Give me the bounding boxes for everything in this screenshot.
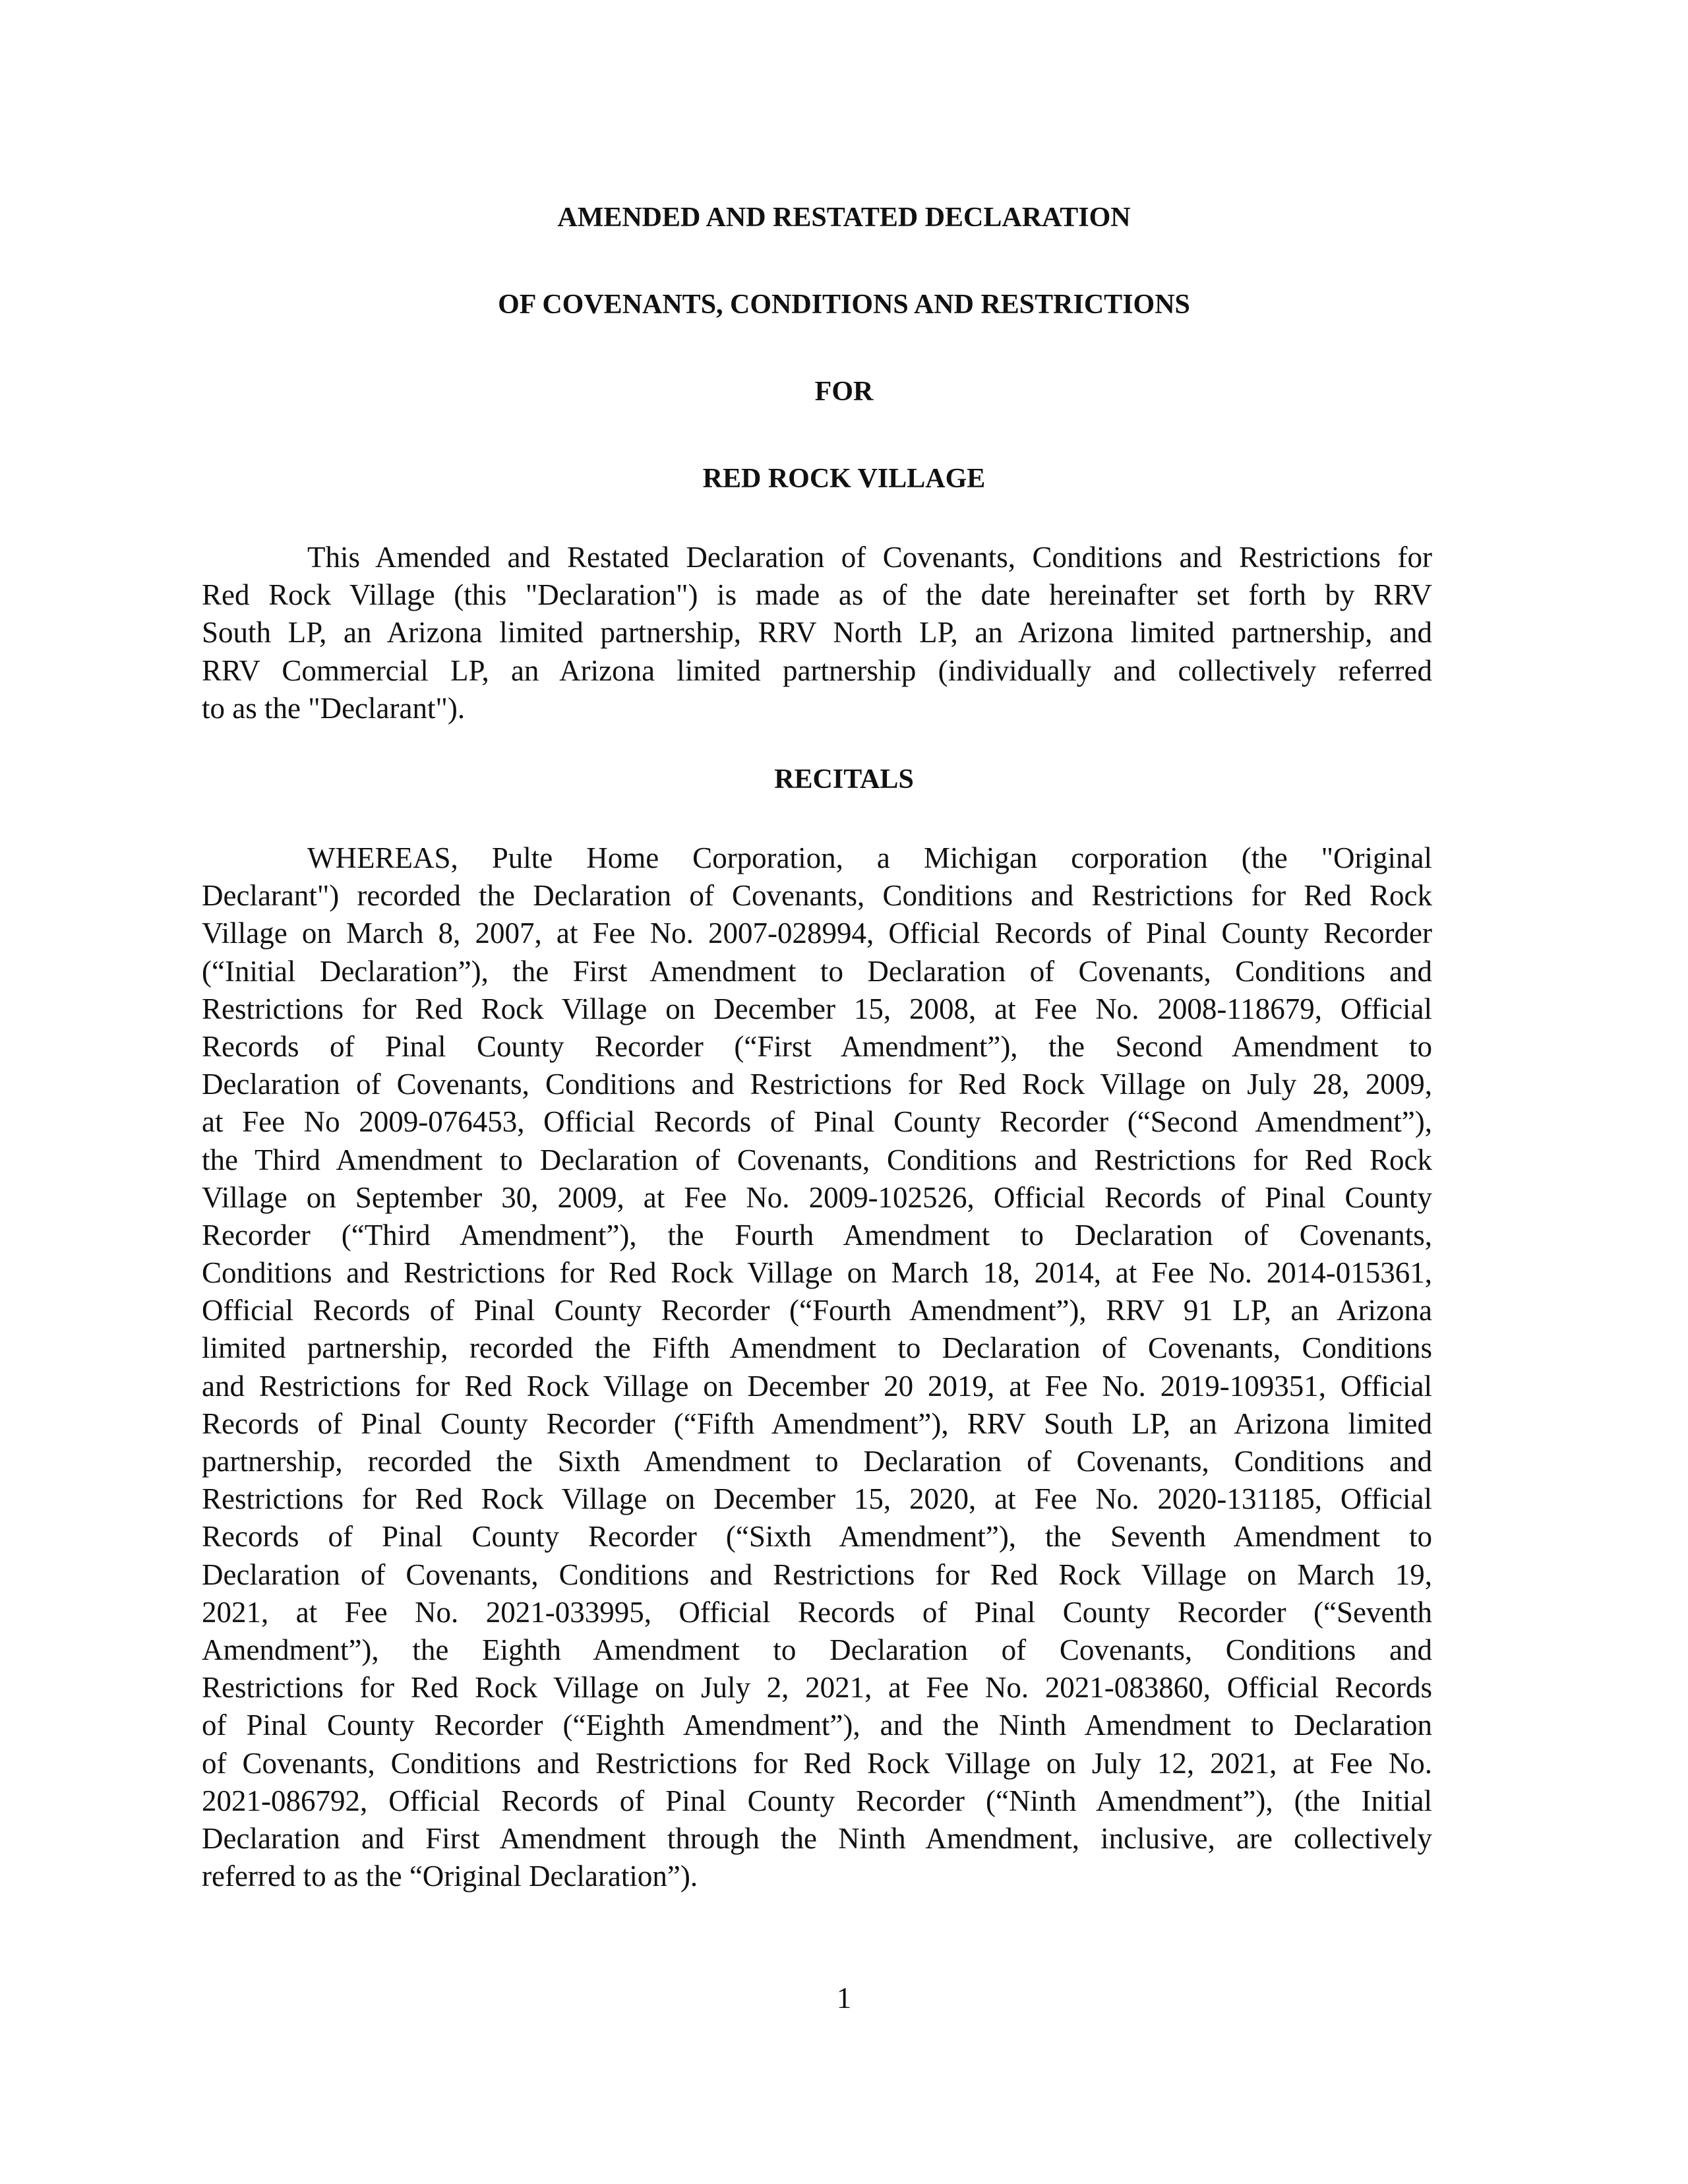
recitals-line: Conditions and Restrictions for Red Rock Village on March 18, 2014, at Fee No. 2014-015361, — [202, 1256, 1432, 1290]
title-line-2: OF COVENANTS, CONDITIONS AND RESTRICTIONS — [498, 289, 1190, 320]
intro-line: Red Rock Village (this "Declaration") is made as of the date hereinafter set forth by RRV — [202, 578, 1432, 612]
recitals-line: (“Initial Declaration”), the First Amendment to Declaration of Covenants, Conditions and — [202, 954, 1432, 988]
recitals-line: Village on September 30, 2009, at Fee No. 2009-102526, Official Records of Pinal County — [202, 1180, 1432, 1214]
recitals-line: of Covenants, Conditions and Restrictions for Red Rock Village on July 12, 2021, at Fee No. — [202, 1746, 1432, 1780]
recitals-line: Declarant") recorded the Declaration of Covenants, Conditions and Restrictions for Red Rock — [202, 879, 1432, 913]
recitals-line: Restrictions for Red Rock Village on July 2, 2021, at Fee No. 2021-083860, Official Records — [202, 1671, 1432, 1705]
intro-line: South LP, an Arizona limited partnership, RRV North LP, an Arizona limited partnership, and — [202, 616, 1432, 650]
recitals-heading: RECITALS — [774, 764, 914, 795]
intro-line: RRV Commercial LP, an Arizona limited partnership (individually and collectively referred — [202, 653, 1432, 687]
recitals-line: Records of Pinal County Recorder (“First Amendment”), the Second Amendment to — [202, 1029, 1432, 1063]
page-number: 1 — [836, 1982, 852, 2015]
recitals-line: referred to as the “Original Declaration”). — [202, 1860, 698, 1893]
recitals-line: Official Records of Pinal County Recorder (“Fourth Amendment”), RRV 91 LP, an Arizona — [202, 1294, 1432, 1327]
recitals-line: Records of Pinal County Recorder (“Sixth Amendment”), the Seventh Amendment to — [202, 1520, 1432, 1554]
recitals-line: Declaration of Covenants, Conditions and Restrictions for Red Rock Village on March 19, — [202, 1558, 1432, 1591]
recitals-line: Records of Pinal County Recorder (“Fifth Amendment”), RRV South LP, an Arizona limited — [202, 1407, 1432, 1440]
recitals-line: Restrictions for Red Rock Village on December 15, 2020, at Fee No. 2020-131185, Official — [202, 1482, 1432, 1516]
recitals-line: Recorder (“Third Amendment”), the Fourth Amendment to Declaration of Covenants, — [202, 1218, 1432, 1252]
recitals-line: 2021-086792, Official Records of Pinal County Recorder (“Ninth Amendment”), (the Initial — [202, 1784, 1432, 1817]
intro-line: to as the "Declarant"). — [202, 691, 466, 725]
recitals-line: partnership, recorded the Sixth Amendment to Declaration of Covenants, Conditions and — [202, 1445, 1432, 1478]
recitals-line: Village on March 8, 2007, at Fee No. 2007-028994, Official Records of Pinal County Recorder — [202, 917, 1432, 950]
intro-paragraph — [202, 539, 1432, 727]
recitals-line: Declaration and First Amendment through the Ninth Amendment, inclusive, are collectively — [202, 1821, 1432, 1855]
recitals-line: and Restrictions for Red Rock Village on December 20 2019, at Fee No. 2019-109351, Official — [202, 1369, 1432, 1403]
recitals-line: of Pinal County Recorder (“Eighth Amendment”), and the Ninth Amendment to Declaration — [202, 1709, 1432, 1742]
recitals-paragraph — [202, 839, 1432, 1895]
recitals-line: Restrictions for Red Rock Village on December 15, 2008, at Fee No. 2008-118679, Official — [202, 992, 1432, 1025]
recitals-line: at Fee No 2009-076453, Official Records of Pinal County Recorder (“Second Amendment”), — [202, 1105, 1432, 1139]
recitals-line: 2021, at Fee No. 2021-033995, Official Records of Pinal County Recorder (“Seventh — [202, 1595, 1432, 1629]
intro-line: This Amended and Restated Declaration of Covenants, Conditions and Restrictions for — [307, 541, 1432, 574]
recitals-line: Amendment”), the Eighth Amendment to Declaration of Covenants, Conditions and — [202, 1633, 1432, 1666]
recitals-line: Declaration of Covenants, Conditions and Restrictions for Red Rock Village on July 28, 2009, — [202, 1068, 1432, 1101]
title-line-1: AMENDED AND RESTATED DECLARATION — [557, 202, 1131, 233]
recitals-line: limited partnership, recorded the Fifth Amendment to Declaration of Covenants, Conditions — [202, 1331, 1432, 1365]
title-line-4: RED ROCK VILLAGE — [702, 464, 986, 494]
title-line-3: FOR — [814, 377, 874, 407]
recitals-line: WHEREAS, Pulte Home Corporation, a Michigan corporation (the "Original — [307, 841, 1432, 874]
recitals-line: the Third Amendment to Declaration of Covenants, Conditions and Restrictions for Red Rock — [202, 1143, 1432, 1176]
